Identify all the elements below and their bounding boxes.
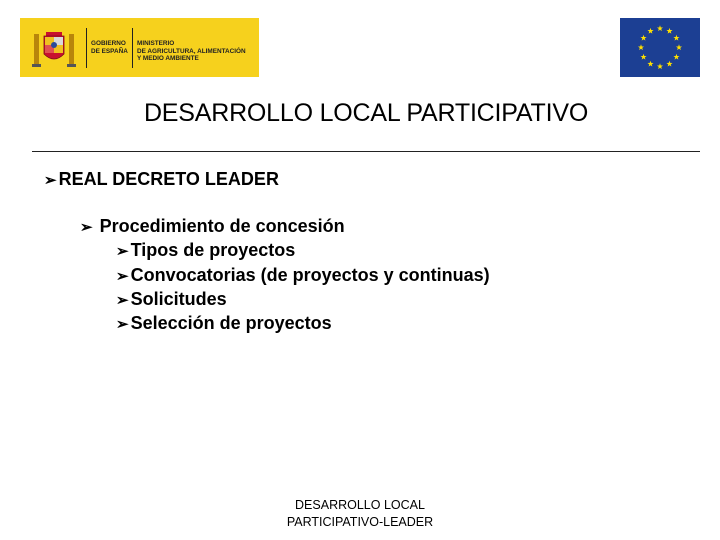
eu-star-icon <box>673 54 679 60</box>
eu-star-icon <box>657 25 663 31</box>
logo-divider <box>132 28 133 68</box>
government-logo <box>20 18 259 77</box>
arrow-bullet-icon: ➢ <box>116 316 129 333</box>
eu-star-icon <box>666 28 672 34</box>
bullet-level1 <box>44 168 279 192</box>
eu-star-icon <box>638 44 644 50</box>
arrow-bullet-icon: ➢ <box>116 292 129 309</box>
arrow-bullet-icon: ➢ <box>116 243 129 260</box>
eu-star-icon <box>657 63 663 69</box>
eu-star-icon <box>647 28 653 34</box>
bullet-level3 <box>116 288 227 312</box>
bullet-text: Selección de proyectos <box>130 313 332 333</box>
bullet-text: Procedimiento de concesión <box>99 216 345 236</box>
bullet-text: Convocatorias (de proyectos y continuas) <box>130 265 490 285</box>
coat-of-arms-icon <box>30 26 78 70</box>
eu-star-icon <box>676 44 682 50</box>
eu-star-icon <box>641 35 647 41</box>
footer-line1: DESARROLLO LOCAL <box>295 498 425 512</box>
arrow-bullet-icon: ➢ <box>80 219 93 236</box>
bullet-text: Solicitudes <box>130 289 227 309</box>
ministry-logo-text: MINISTERIO DE AGRICULTURA, ALIMENTACIÓN Y MEDIO AMBIENTE <box>137 40 246 62</box>
eu-star-icon <box>673 35 679 41</box>
gov-logo-text: GOBIERNO DE ESPAÑA <box>91 40 128 55</box>
eu-star-icon <box>641 54 647 60</box>
arrow-bullet-icon: ➢ <box>44 172 57 189</box>
eu-flag-icon <box>620 18 700 77</box>
eu-star-icon <box>647 61 653 67</box>
eu-star-icon <box>666 61 672 67</box>
bullet-level3 <box>116 312 332 336</box>
title-divider <box>32 151 700 152</box>
logo-divider <box>86 28 87 68</box>
footer-line2: PARTICIPATIVO-LEADER <box>286 515 434 529</box>
bullet-text: Tipos de proyectos <box>130 240 296 260</box>
bullet-level3 <box>116 239 295 263</box>
slide-title: DESARROLLO LOCAL PARTICIPATIVO <box>143 99 589 127</box>
arrow-bullet-icon: ➢ <box>116 268 129 285</box>
bullet-level2 <box>80 215 345 239</box>
bullet-level3 <box>116 264 490 288</box>
slide-footer <box>240 497 480 531</box>
bullet-text: REAL DECRETO LEADER <box>58 169 279 189</box>
